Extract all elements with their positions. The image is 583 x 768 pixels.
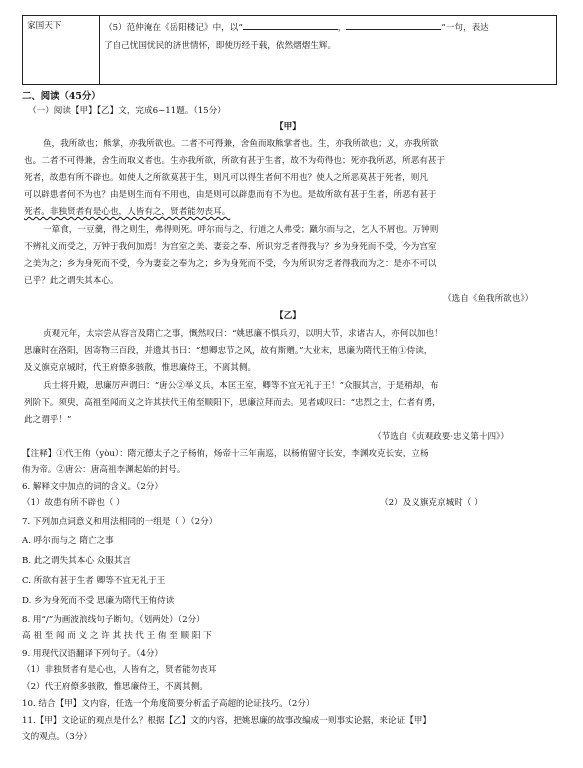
section-heading: 二、阅读（45分） [22,91,101,102]
question-11: 11.【甲】文论证的观点是什么？根据【乙】文的内容，把姚思廉的故事改编成一则事实论据，来论证【甲】 [22,716,431,726]
q5-line-2: 了自己忧国忧民的济世情怀，即使历经千载，依然熠熠生辉。 [104,41,337,51]
table-label-cell [23,16,100,85]
question-8-sentence: 高 祖 至 闻 而 义 之 许 其 扶 代 王 侑 至 顺 阳 下 [22,631,212,641]
jia-line: 一箪食，一豆羹，得之则生，弗得则死。呼尔而与之，行道之人弗受；蹴尔而与之，乞人不屑也。万钟则 [43,225,439,235]
jia-line: 不辨礼义而受之，万钟于我何加焉！为宫室之美、妻妾之奉、所识穷乏者得我与？乡为身死而不受，今为宫室 [24,242,437,252]
table-label: 家国天下 [27,21,62,31]
jia-line: 已乎？此之谓失其本心。 [24,276,119,286]
jia-title: 【甲】 [275,122,301,132]
question-6-1: （1）故患有所不辟也（ ） [22,498,125,508]
yi-line: 此之谓乎！” [24,415,72,425]
jia-line: 之美为之；乡为身死而不受，今为妻妾之奉为之；乡为身死而不受，今为所识穷乏者得我而为之：是亦不可以 [24,259,437,269]
question-9-1: （1）非独贤者有是心也，人皆有之，贤者能勿丧耳 [22,665,217,675]
q5-prefix: （5）范仲淹在《岳阳楼记》中，以“ [104,23,243,33]
jia-line: 也。二者不可得兼，舍生而取义者也。生亦我所欲，所欲有甚于生者，故不为苟得也；死亦我所恶，所恶有甚于 [24,156,446,166]
question-7-option-a: A. 呼尔而与之 隋亡之事 [22,536,114,546]
question-9-2: （2）代王府僚多骇散，惟思廉侍王，不离其侧。 [22,682,208,692]
q5-blank-1[interactable] [243,20,338,30]
jia-line: 可以辟患者何不为也？由是则生而有不用也，由是则可以辟患而有不为也。是故所欲有甚于生者，所恶有甚于 [24,190,437,200]
question-8: 8. 用“/”为画波浪线句子断句。（划两处）（2分） [22,615,205,625]
yi-title: 【乙】 [275,311,301,321]
question-9: 9. 用现代汉语翻译下列句子。（4分） [22,649,164,659]
jia-line: 死者，故患有所不辟也。如使人之所欲莫甚于生，则凡可以得生者何不用也？使人之所恶莫甚于死者，则凡 [24,173,428,183]
notes-line: 【注释】①代王侑（yòu）：隋元德太子之子杨侑，炀帝十三年南巡，以杨侑留守长安，李渊攻克长安，立杨 [22,449,429,459]
q5-post: ”一句，表达 [441,23,489,33]
question-7-option-c: C. 所欲有甚于生者 卿等不宜无礼于王 [22,576,166,586]
yi-line: 及义旗克京城时，代王府僚多骇散，惟思廉侍王，不离其侧。 [24,363,257,373]
jia-line: 死者。非独贤者有是心也，人皆有之，贤者能勿丧耳。 [24,207,231,217]
q5-blank-2[interactable] [346,20,441,30]
question-7: 7. 下列加点词意义和用法相同的一组是（ ）（2分） [22,517,218,527]
question-6-2: （2）及义旗克京城时（ ） [380,498,483,508]
jia-source: （选自《鱼我所欲也》） [443,294,534,304]
yi-line: 思廉时在洛阳，因寄物三百段，并遗其书曰：“想卿忠节之风，故有斯赠。”大业末，思廉为隋代王侑①侍读， [24,346,433,356]
yi-source: （节选自《贞观政要·忠义第十四》） [373,432,509,442]
jia-line: 鱼，我所欲也；熊掌，亦我所欲也。二者不可得兼，舍鱼而取熊掌者也。生，亦我所欲也；义，亦我所欲 [43,139,439,149]
question-11-cont: 文的观点。（3分） [22,732,92,742]
yi-line: 兵士将升殿，思廉厉声谓曰：“唐公②举义兵，本匡王室，卿等不宜无礼于王！”众服其言，于是稍却，布 [43,381,439,391]
yi-line: 列阶下。须臾，高祖至闻而义之许其扶代王侑至顺阳下，思廉泣拜而去。见者咸叹曰：“忠烈之士，仁者有勇， [24,398,441,408]
top-table [22,15,557,85]
yi-line: 贞观元年，太宗尝从容言及隋亡之事，慨然叹曰：“姚思廉不惧兵刃，以明大节，求诸古人，亦何以加也！ [43,329,443,339]
question-10: 10. 结合【甲】文内容，任选一个角度简要分析孟子高超的论证技巧。（2分） [22,699,315,709]
q5-mid: ， [337,23,347,33]
table-content-cell [100,16,557,85]
notes-line: 侑为帝。②唐公：唐高祖李渊起始的封号。 [22,465,186,475]
section-intro: （一）阅读【甲】【乙】文，完成6~11题。（15分） [28,106,226,116]
question-6: 6. 解释文中加点的词的含义。（2分） [22,482,164,492]
question-7-option-d: D. 乡为身死而不受 思廉为隋代王侑侍读 [22,596,175,606]
question-7-option-b: B. 此之谓失其本心 众服其言 [22,556,132,566]
